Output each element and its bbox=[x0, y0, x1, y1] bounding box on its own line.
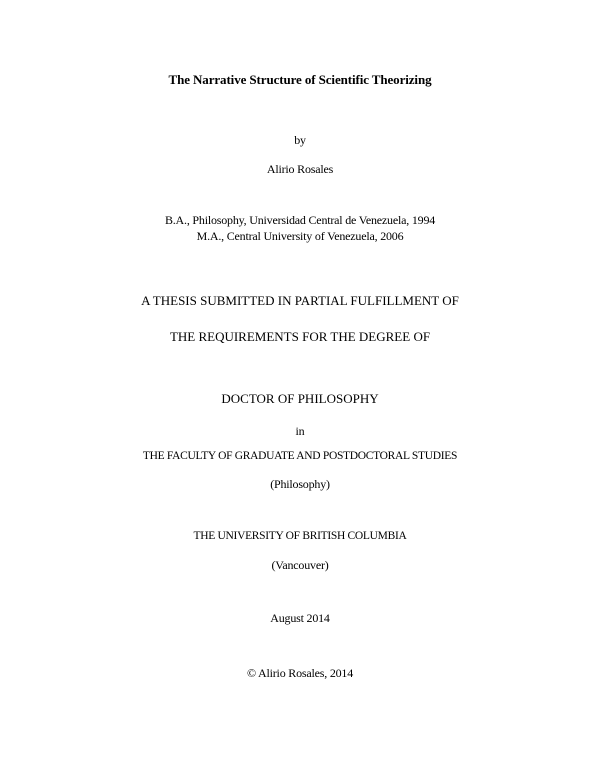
copyright-notice: © Alirio Rosales, 2014 bbox=[246, 666, 354, 680]
submission-statement-line-1: A THESIS SUBMITTED IN PARTIAL FULFILLMENT OF bbox=[141, 293, 459, 308]
program-name: (Philosophy) bbox=[270, 477, 330, 491]
author-name: Alirio Rosales bbox=[266, 162, 334, 176]
in-label: in bbox=[295, 424, 305, 438]
by-label: by bbox=[294, 133, 306, 147]
university-name: THE UNIVERSITY OF BRITISH COLUMBIA bbox=[193, 530, 407, 542]
prior-degree-ma: M.A., Central University of Venezuela, 2006 bbox=[196, 229, 404, 243]
faculty-name: THE FACULTY OF GRADUATE AND POSTDOCTORAL STUDIES bbox=[142, 450, 458, 462]
degree-name: DOCTOR OF PHILOSOPHY bbox=[221, 391, 379, 406]
submission-date: August 2014 bbox=[270, 611, 330, 625]
prior-degree-ba: B.A., Philosophy, Universidad Central de Venezuela, 1994 bbox=[164, 213, 436, 227]
submission-statement-line-2: THE REQUIREMENTS FOR THE DEGREE OF bbox=[169, 329, 431, 344]
campus-name: (Vancouver) bbox=[271, 558, 329, 572]
thesis-title: The Narrative Structure of Scientific Theorizing bbox=[168, 72, 432, 87]
